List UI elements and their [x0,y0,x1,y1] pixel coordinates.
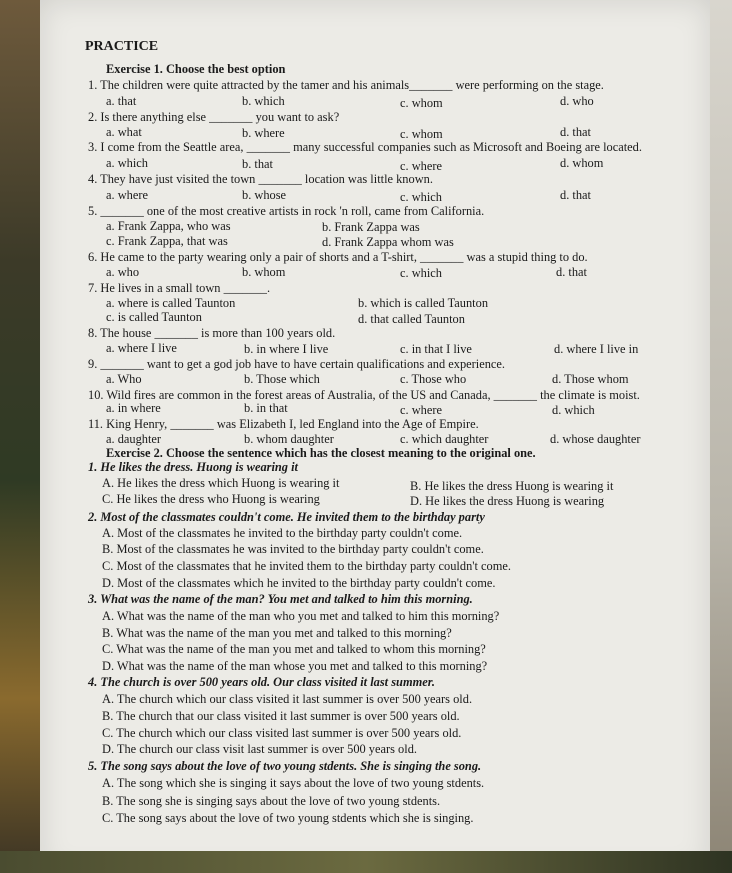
q1-option-b[interactable]: b. which [242,94,285,108]
e2-q2-option-d[interactable]: D. Most of the classmates which he invited to the birthday party couldn't come. [102,576,496,590]
e2-q3-option-c[interactable]: C. What was the name of the man you met and talked to whom this morning? [102,642,486,656]
e2-q5-option-c[interactable]: C. The song says about the love of two young stdents which she is singing. [102,811,474,825]
q10-option-b[interactable]: b. in that [244,401,288,415]
exercise-1-heading: Exercise 1. Choose the best option [106,62,286,76]
q10-stem: 10. Wild fires are common in the forest areas of Australia, of the US and Canada, _______ the climate is moist. [88,388,640,402]
q6-option-d[interactable]: d. that [556,265,587,279]
e2-q3-stem: 3. What was the name of the man? You met and talked to him this morning. [88,592,473,606]
e2-q4-option-d[interactable]: D. The church our class visit last summer is over 500 years old. [102,742,417,756]
q8-option-a[interactable]: a. where I live [106,341,177,355]
e2-q3-option-b[interactable]: B. What was the name of the man you met and talked to this morning? [102,626,452,640]
q6-stem: 6. He came to the party wearing only a pair of shorts and a T-shirt, _______ was a stupid thing to do. [88,250,588,264]
e2-q5-option-a[interactable]: A. The song which she is singing it says about the love of two young stdents. [102,776,485,790]
q1-option-a[interactable]: a. that [106,94,137,108]
e2-q4-option-b[interactable]: B. The church that our class visited it last summer is over 500 years old. [102,709,460,723]
q4-stem: 4. They have just visited the town _______ location was little known. [88,172,433,186]
q11-stem: 11. King Henry, _______ was Elizabeth I, led England into the Age of Empire. [88,417,479,431]
q8-option-d[interactable]: d. where I live in [554,342,639,356]
q5-option-d[interactable]: d. Frank Zappa whom was [322,235,454,249]
q1-stem: 1. The children were quite attracted by the tamer and his animals_______ were performing on the stage. [88,78,604,92]
e2-q2-option-a[interactable]: A. Most of the classmates he invited to the birthday party couldn't come. [102,526,463,540]
e2-q2-option-b[interactable]: B. Most of the classmates he was invited to the birthday party couldn't come. [102,542,484,556]
e2-q2-stem: 2. Most of the classmates couldn't come. He invited them to the birthday party [88,510,485,524]
e2-q1-option-a[interactable]: A. He likes the dress which Huong is wearing it [102,476,340,490]
q5-option-c[interactable]: c. Frank Zappa, that was [106,234,228,248]
background-bottom [0,851,732,873]
q1-option-d[interactable]: d. who [560,94,594,108]
q2-option-c[interactable]: c. whom [400,127,443,141]
q2-option-a[interactable]: a. what [106,125,142,139]
q4-option-b[interactable]: b. whose [242,188,287,202]
q11-option-a[interactable]: a. daughter [106,432,162,446]
q11-option-d[interactable]: d. whose daughter [550,432,641,446]
e2-q4-option-a[interactable]: A. The church which our class visited it last summer is over 500 years old. [102,692,473,706]
q10-option-d[interactable]: d. which [552,403,595,417]
q1-option-c[interactable]: c. whom [400,96,443,110]
q9-option-c[interactable]: c. Those who [400,372,467,386]
q9-option-a[interactable]: a. Who [106,372,142,386]
q2-stem: 2. Is there anything else _______ you want to ask? [88,110,340,124]
q5-option-a[interactable]: a. Frank Zappa, who was [106,219,231,233]
q5-stem: 5. _______ one of the most creative artists in rock 'n roll, came from California. [88,204,485,218]
q3-stem: 3. I come from the Seattle area, _______ many successful companies such as Microsoft and Boeing are located. [88,140,642,154]
q9-option-b[interactable]: b. Those which [244,372,320,386]
e2-q2-option-c[interactable]: C. Most of the classmates that he invited them to the birthday party couldn't come. [102,559,511,573]
q9-option-d[interactable]: d. Those whom [552,372,629,386]
e2-q4-stem: 4. The church is over 500 years old. Our class visited it last summer. [88,675,435,689]
e2-q3-option-d[interactable]: D. What was the name of the man whose you met and talked to this morning? [102,659,488,673]
q5-option-b[interactable]: b. Frank Zappa was [322,220,420,234]
q8-stem: 8. The house _______ is more than 100 years old. [88,326,336,340]
q7-option-d[interactable]: d. that called Taunton [358,312,465,326]
q2-option-b[interactable]: b. where [242,126,285,140]
e2-q1-option-b[interactable]: B. He likes the dress Huong is wearing it [410,479,614,493]
q7-stem: 7. He lives in a small town _______. [88,281,271,295]
e2-q5-stem: 5. The song says about the love of two young stdents. She is singing the song. [88,759,482,773]
q7-option-c[interactable]: c. is called Taunton [106,310,202,324]
page-title: PRACTICE [85,39,159,54]
background-right [710,0,732,873]
q7-option-b[interactable]: b. which is called Taunton [358,296,489,310]
e2-q3-option-a[interactable]: A. What was the name of the man who you met and talked to him this morning? [102,609,500,623]
q6-option-b[interactable]: b. whom [242,265,286,279]
q6-option-a[interactable]: a. who [106,265,140,279]
q8-option-b[interactable]: b. in where I live [244,342,329,356]
q3-option-a[interactable]: a. which [106,156,148,170]
q3-option-c[interactable]: c. where [400,159,442,173]
e2-q1-stem: 1. He likes the dress. Huong is wearing it [88,460,298,474]
q7-option-a[interactable]: a. where is called Taunton [106,296,236,310]
q9-stem: 9. _______ want to get a god job have to have certain qualifications and experience. [88,357,506,371]
q8-option-c[interactable]: c. in that I live [400,342,472,356]
q4-option-a[interactable]: a. where [106,188,148,202]
e2-q5-option-b[interactable]: B. The song she is singing says about the love of two young stdents. [102,794,441,808]
q4-option-c[interactable]: c. which [400,190,442,204]
exercise-2-heading: Exercise 2. Choose the sentence which has the closest meaning to the original one. [106,446,536,460]
q10-option-a[interactable]: a. in where [106,401,161,415]
e2-q4-option-c[interactable]: C. The church which our class visited last summer is over 500 years old. [102,726,462,740]
q4-option-d[interactable]: d. that [560,188,591,202]
q11-option-b[interactable]: b. whom daughter [244,432,334,446]
q2-option-d[interactable]: d. that [560,125,591,139]
background-left [0,0,40,873]
q6-option-c[interactable]: c. which [400,266,442,280]
q11-option-c[interactable]: c. which daughter [400,432,489,446]
q3-option-b[interactable]: b. that [242,157,273,171]
q3-option-d[interactable]: d. whom [560,156,604,170]
e2-q1-option-c[interactable]: C. He likes the dress who Huong is wearing [102,492,320,506]
q10-option-c[interactable]: c. where [400,403,442,417]
e2-q1-option-d[interactable]: D. He likes the dress Huong is wearing [410,494,605,508]
